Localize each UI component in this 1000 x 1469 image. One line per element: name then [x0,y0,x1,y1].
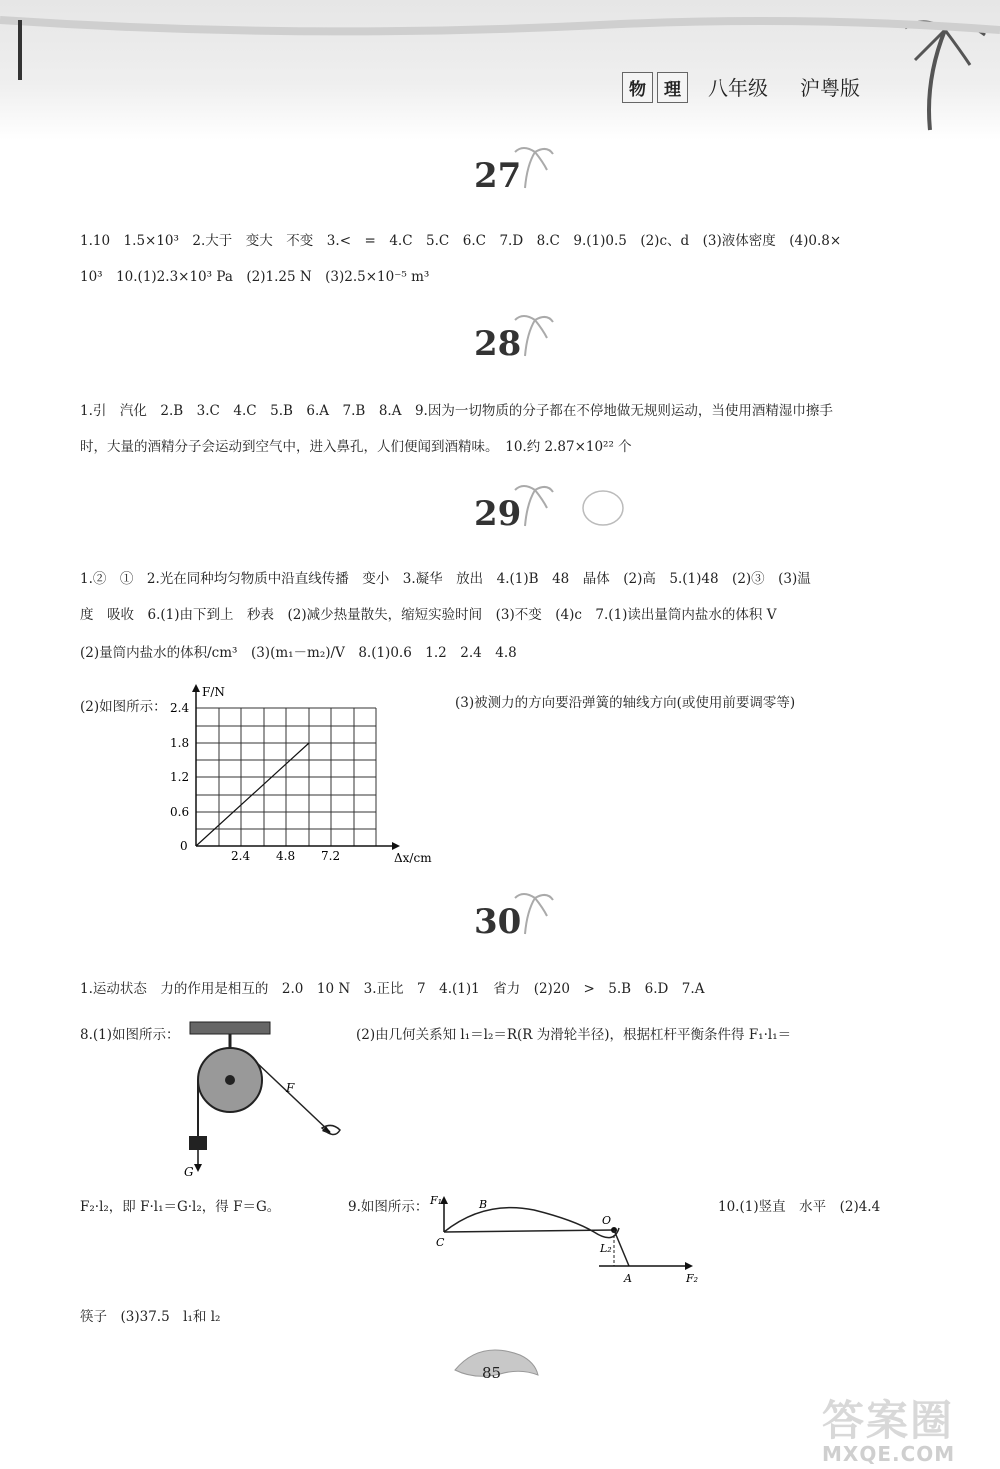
s30-line-1: 1.运动状态 力的作用是相互的 2.0 10 N 3.正比 7 4.(1)1 省力 (2)20 > 5.B 6.D 7.A [80,981,705,997]
hand-icon [322,1125,340,1134]
s27-line-1: 1.10 1.5×10³ 2.大于 变大 不变 3.< = 4.C 5.C 6.C 7.D 8.C 9.(1)0.5 (2)c、d (3)液体密度 (4)0.8× [80,233,842,249]
x-tick-label: 2.4 [231,849,251,863]
q10-text: 10.(1)竖直 水平 (2)4.4 [718,1199,881,1215]
s27-line-2: 10³ 10.(1)2.3×10³ Pa (2)1.25 N (3)2.5×10⁻⁵ m³ [80,269,430,285]
palm-icon [505,308,555,358]
y-tick-label: 1.8 [170,736,190,750]
y-axis-label: F/N [202,685,225,699]
s29-note-3: (3)被测力的方向要沿弹簧的轴线方向(或使用前要调零等) [455,695,796,711]
watermark-url: MXQE.COM [822,1442,956,1466]
l2-label: L₂ [600,1242,612,1255]
section-number-30: 30 [474,902,522,942]
c-label: C [436,1236,445,1249]
s30-last-line: 筷子 (3)37.5 l₁和 l₂ [80,1309,221,1325]
f1-label: F₁ [430,1194,443,1207]
q8-part-2: (2)由几何关系知 l₁＝l₂＝R(R 为滑轮半径)，根据杠杆平衡条件得 F₁·l₁＝ [356,1027,792,1043]
section-number-28: 28 [474,324,522,364]
s29-line-2: 度 吸收 6.(1)由下到上 秒表 (2)减少热量散失，缩短实验时间 (3)不变 (4)c 7.(1)读出量筒内盐水的体积 V [80,607,777,623]
lever-diagram [424,1190,714,1290]
pulley-diagram [180,1018,370,1178]
s28-line-2: 时，大量的酒精分子会运动到空气中，进入鼻孔，人们便闻到酒精味。 10.约 2.87×10²² 个 [80,439,632,455]
y-tick-label: 1.2 [170,770,190,784]
weight-label: G [184,1165,194,1178]
palm-icon [505,886,555,936]
edition-label: 沪粤版 [800,76,860,100]
palm-icon [505,140,555,190]
x-tick-label: 7.2 [321,849,341,863]
y-tick-label: 2.4 [170,701,190,715]
grade-label: 八年级 [708,76,768,100]
page-number: 85 [482,1364,502,1382]
a-label: A [624,1272,632,1285]
s28-line-1: 1.引 汽化 2.B 3.C 4.C 5.B 6.A 7.B 8.A 9.因为一切物质的分子都在不停地做无规则运动，当使用酒精湿巾擦手 [80,403,833,419]
force-extension-graph [160,680,460,870]
y-tick-label: 0 [180,839,188,853]
section-number-27: 27 [474,156,522,196]
s29-line-3: (2)量筒内盐水的体积/cm³ (3)(m₁－m₂)/V 8.(1)0.6 1.2 2.4 4.8 [80,645,517,661]
force-label: F [286,1081,295,1095]
palm-icon [505,478,555,528]
subject-char-1: 物 [622,72,653,103]
q8-caption: 8.(1)如图所示： [80,1027,180,1043]
palm-tree-decoration [0,0,1000,140]
section-number-29: 29 [474,494,522,534]
stamp-icon [580,488,626,528]
s29-line-1: 1.② ① 2.光在同种均匀物质中沿直线传播 变小 3.凝华 放出 4.(1)B 48 晶体 (2)高 5.(1)48 (2)③ (3)温 [80,571,811,587]
watermark-logo: 答案圈 [822,1396,955,1445]
b-label: B [479,1198,488,1211]
x-axis-label: Δx/cm [394,851,432,865]
s30-line-f2: F₂·l₂，即 F·l₁＝G·l₂，得 F＝G。 [80,1199,281,1215]
f2-label: F₂ [686,1272,699,1285]
x-tick-label: 4.8 [276,849,296,863]
o-label: O [602,1214,612,1227]
q9-caption: 9.如图所示： [348,1199,429,1215]
subject-char-2: 理 [657,72,688,103]
y-tick-label: 0.6 [170,805,190,819]
graph-caption: (2)如图所示： [80,699,167,715]
header-banner [0,0,1000,140]
